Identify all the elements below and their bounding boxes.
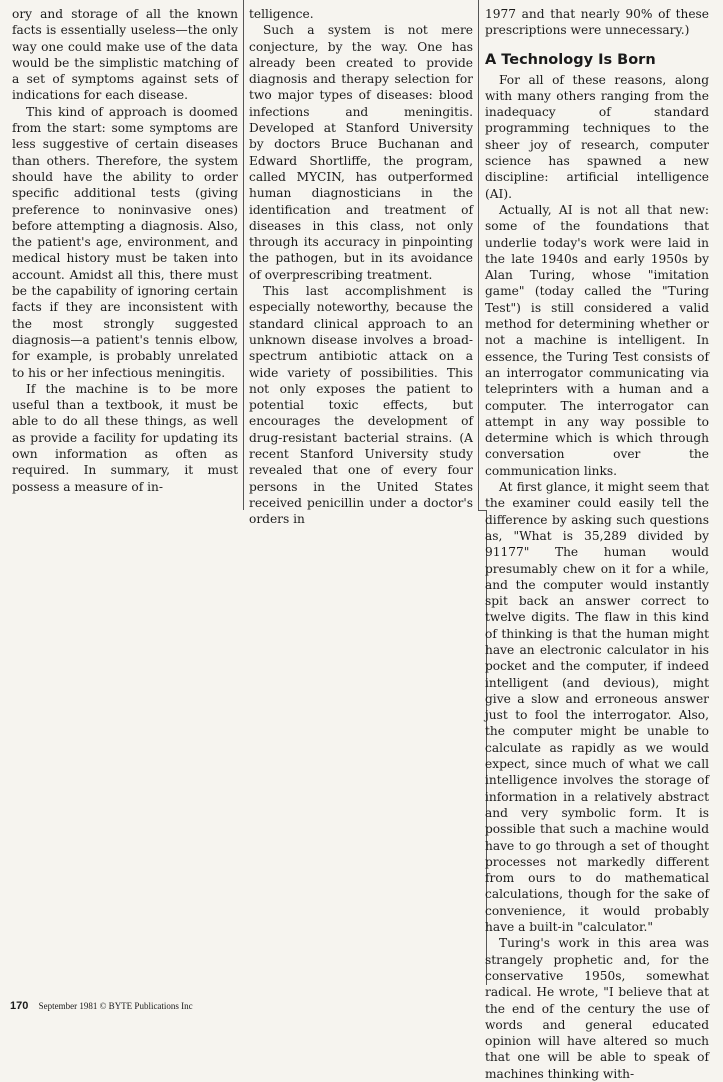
column-3 <box>485 6 709 1082</box>
paragraph: This last accomplishment is especially noteworthy, because the standard clinical approach to an unknown disease involves a broad-spectrum antibiotic attack on a wide variety of possibilities. This not only exposes the patient to potential toxic effects, but encourages the development of drug-resistant bacterial strains. (A recent Stanford University study revealed that one of every four persons in the United States received penicillin under a doctor's orders in <box>249 284 473 527</box>
column-2 <box>249 6 473 528</box>
paragraph: ory and storage of all the known facts is essentially useless—the only way one could make use of the data would be the simplistic matching of a set of symptoms against sets of indications for each disease. <box>12 7 238 103</box>
paragraph: For all of these reasons, along with many others ranging from the inadequacy of standard programming techniques to the sheer joy of research, computer science has spawned a new discipline: artificial intelligence (AI). <box>485 72 709 201</box>
paragraph: At first glance, it might seem that the examiner could easily tell the difference by asking such questions as, "What is 35,289 divided by 91177" The human would presumably chew on it for a while, and the computer would instantly spit back an answer correct to twelve digits. The flaw in this kind of thinking is that the human might have an electronic calculator in his pocket and the computer, if indeed intelligent (and devious), might give a slow and erroneous answer just to fool the interrogator. Also, the computer might be unable to calculate as rapidly as we would expect, since much of what we call intelligence involves the storage of information in a relatively abstract and very symbolic form. It is possible that such a machine would have to go through a set of thought processes not markedly different from ours to do mathematical calculations, though for the sake of convenience, it would probably have a built-in "calculator." <box>485 480 709 935</box>
paragraph: Such a system is not mere conjecture, by the way. One has already been created to provide diagnosis and therapy selection for two major types of diseases: blood infections and meningitis. Developed at Stanford University by doctors Bruce Buchanan and Edward Shortliffe, the program, called MYCIN, has outperformed human diagnosticians in the identification and treatment of diseases in this class, not only through its accuracy in pinpointing the pathogen, but in its avoidance of overprescribing treatment. <box>249 23 473 282</box>
column-1 <box>12 6 238 495</box>
paragraph: This kind of approach is doomed from the start: some symptoms are less suggestive of certain diseases than others. Therefore, the system should have the ability to order specific additional tests (giving preference to noninvasive ones) before attempting a diagnosis. Also, the patient's age, environment, and medical history must be taken into account. Amidst all this, there must be the capability of ignoring certain facts if they are inconsistent with the most strongly suggested diagnosis—a patient's tennis elbow, for example, is probably unrelated to his or her infectious meningitis. <box>12 104 238 380</box>
column-rule-2 <box>478 0 479 510</box>
paragraph: Actually, AI is not all that new: some of the foundations that underlie today's work were laid in the late 1940s and early 1950s by Alan Turing, whose "imitation game" (today called the "Turing Test") is still considered a valid method for determining whether or not a machine is intelligent. In essence, the Turing Test consists of an interrogator communicating via teleprinters with a human and a computer. The interrogator can attempt in any way possible to determine which is which through conversation over the communication links. <box>485 202 709 478</box>
section-heading: A Technology Is Born <box>485 51 656 68</box>
page-footer <box>10 1000 193 1012</box>
column-rule-1 <box>243 0 244 510</box>
paragraph: telligence. <box>249 7 314 21</box>
footer-credit: September 1981 © BYTE Publications Inc <box>38 1001 193 1011</box>
paragraph: 1977 and that nearly 90% of these prescriptions were unnecessary.) <box>485 7 709 38</box>
paragraph: Turing's work in this area was strangely prophetic and, for the conservative 1950s, somewhat radical. He wrote, "I believe that at the end of the century the use of words and general educated opinion will have altered so much that one will be able to speak of machines thinking with- <box>485 936 709 1081</box>
paragraph: If the machine is to be more useful than a textbook, it must be able to do all these things, as well as provide a facility for updating its own information as often as required. In summary, it must possess a measure of in- <box>12 381 238 494</box>
page-number: 170 <box>10 1000 29 1012</box>
